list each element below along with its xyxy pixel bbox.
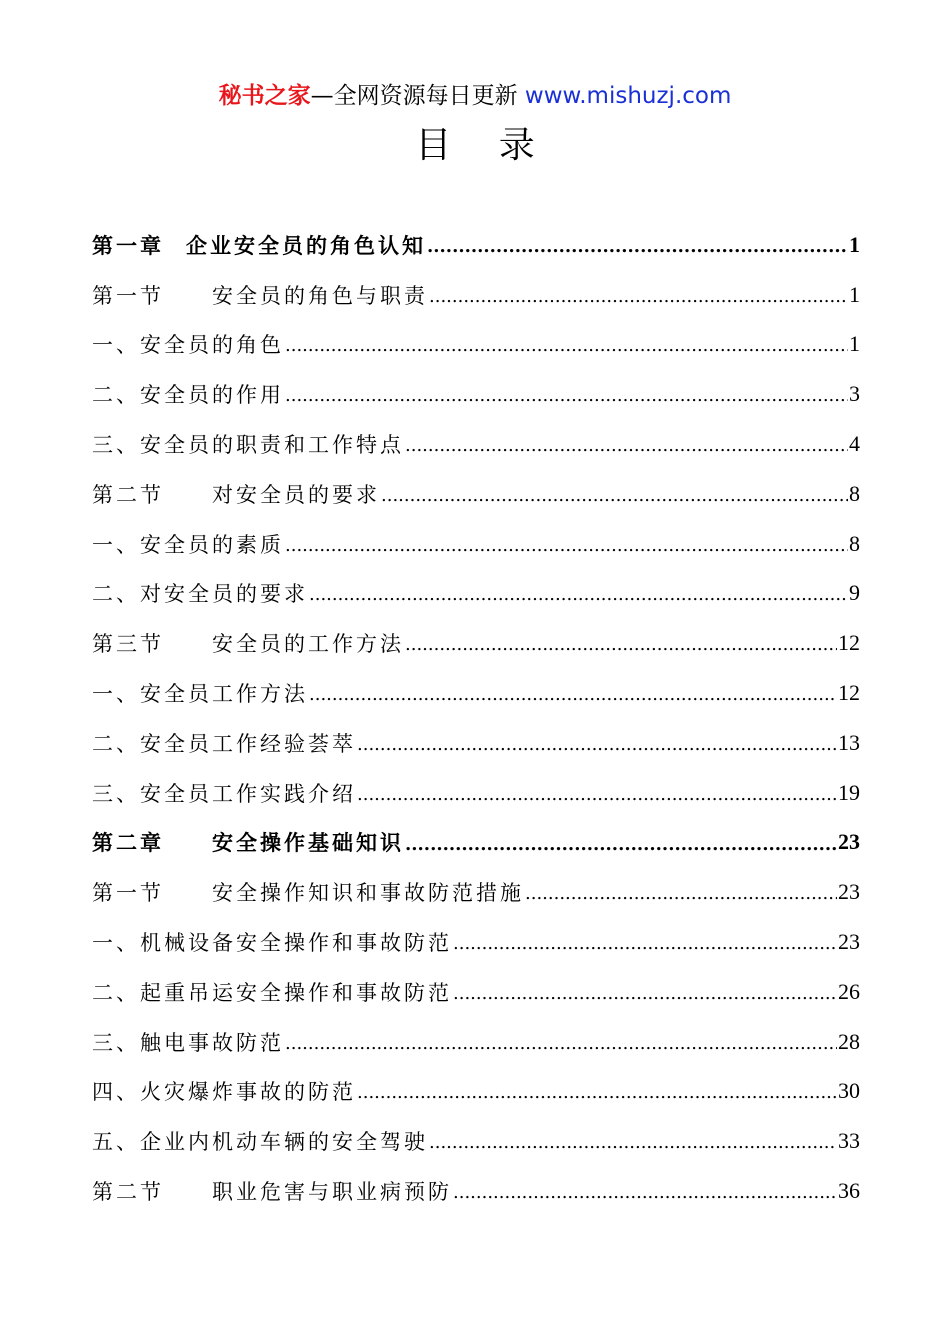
toc-entry[interactable] xyxy=(92,867,860,917)
toc-entry[interactable] xyxy=(92,320,860,370)
toc-entry-title: 三、安全员的职责和工作特点 xyxy=(92,433,404,458)
toc-entry[interactable] xyxy=(92,618,860,668)
toc-entry-label xyxy=(92,827,404,857)
toc-entry-label xyxy=(92,230,426,260)
toc-entry-title: 安全员的角色与职责 xyxy=(212,283,428,308)
dot-leader xyxy=(405,432,848,456)
toc-entry-label xyxy=(92,778,356,808)
toc-entry-label xyxy=(92,429,404,459)
toc-entry-label xyxy=(92,927,452,957)
toc-entry-page-number: 23 xyxy=(838,929,860,955)
brand-name: 秘书之家 xyxy=(218,83,311,109)
toc-entry-label xyxy=(92,1126,428,1156)
dot-leader xyxy=(357,781,837,805)
dot-leader xyxy=(309,681,837,705)
dot-leader xyxy=(357,731,837,755)
dot-leader xyxy=(453,1179,837,1203)
toc-entry-title: 安全操作知识和事故防范措施 xyxy=(212,881,524,906)
toc-entry-page-number: 23 xyxy=(838,879,860,905)
toc-entry-label xyxy=(92,1076,356,1106)
table-of-contents xyxy=(92,220,860,1216)
toc-entry-number: 第三节 xyxy=(92,632,164,657)
toc-entry[interactable] xyxy=(92,469,860,519)
toc-entry-label xyxy=(92,578,308,608)
toc-entry-page-number: 26 xyxy=(838,978,860,1004)
toc-entry-label xyxy=(92,280,428,310)
toc-entry-number: 第二章 xyxy=(92,830,164,856)
toc-entry[interactable] xyxy=(92,1166,860,1216)
toc-entry-label xyxy=(92,1176,452,1206)
toc-entry-label xyxy=(92,529,284,559)
toc-entry-title: 三、触电事故防范 xyxy=(92,1030,284,1055)
toc-entry[interactable] xyxy=(92,917,860,967)
toc-entry[interactable] xyxy=(92,967,860,1017)
toc-entry-title: 五、企业内机动车辆的安全驾驶 xyxy=(92,1130,428,1155)
header-tagline: —全网资源每日更新 xyxy=(310,83,518,109)
toc-entry-number: 第一节 xyxy=(92,283,164,308)
toc-entry-page-number: 1 xyxy=(849,281,860,307)
toc-entry-page-number: 13 xyxy=(838,729,860,755)
toc-entry[interactable] xyxy=(92,270,860,320)
toc-entry-label xyxy=(92,678,308,708)
dot-leader xyxy=(453,930,837,954)
toc-entry-title: 二、安全员工作经验荟萃 xyxy=(92,731,356,756)
toc-entry-title: 二、安全员的作用 xyxy=(92,383,284,408)
dot-leader xyxy=(285,1030,837,1054)
toc-entry-number: 第一章 xyxy=(92,232,164,258)
toc-entry[interactable] xyxy=(92,718,860,768)
site-header xyxy=(0,80,950,112)
toc-entry-page-number: 8 xyxy=(849,530,860,556)
toc-entry-label xyxy=(92,479,380,509)
toc-entry-page-number: 30 xyxy=(838,1078,860,1104)
dot-leader xyxy=(405,631,837,655)
toc-entry-title: 二、对安全员的要求 xyxy=(92,582,308,607)
toc-entry[interactable] xyxy=(92,419,860,469)
page-title: 目 录 xyxy=(415,125,553,166)
toc-entry-label xyxy=(92,329,284,359)
dot-leader xyxy=(381,482,848,506)
toc-entry-page-number: 28 xyxy=(838,1028,860,1054)
toc-entry-page-number: 23 xyxy=(838,829,860,855)
toc-entry[interactable] xyxy=(92,1067,860,1117)
dot-leader xyxy=(285,532,848,556)
toc-entry-title: 一、安全员的素质 xyxy=(92,532,284,557)
dot-leader xyxy=(427,232,848,257)
toc-entry-label xyxy=(92,1027,284,1057)
toc-entry-title: 四、火灾爆炸事故的防范 xyxy=(92,1080,356,1105)
toc-entry-page-number: 1 xyxy=(849,231,860,257)
toc-entry-title: 职业危害与职业病预防 xyxy=(212,1180,452,1205)
toc-entry[interactable] xyxy=(92,1017,860,1067)
toc-entry-label xyxy=(92,379,284,409)
toc-entry-page-number: 33 xyxy=(838,1128,860,1154)
toc-entry-label xyxy=(92,628,404,658)
toc-entry-chapter-1[interactable] xyxy=(92,220,860,270)
toc-entry[interactable] xyxy=(92,569,860,619)
dot-leader xyxy=(285,382,848,406)
dot-leader xyxy=(357,1079,837,1103)
toc-entry[interactable] xyxy=(92,768,860,818)
toc-entry-page-number: 4 xyxy=(849,431,860,457)
toc-entry-number: 第二节 xyxy=(92,1180,164,1205)
toc-entry-label xyxy=(92,977,452,1007)
toc-entry-page-number: 9 xyxy=(849,580,860,606)
toc-entry-title: 一、安全员工作方法 xyxy=(92,682,308,707)
toc-entry[interactable] xyxy=(92,369,860,419)
dot-leader xyxy=(285,332,848,356)
toc-entry-chapter-2[interactable] xyxy=(92,818,860,868)
dot-leader xyxy=(453,980,837,1004)
dot-leader xyxy=(405,830,837,855)
toc-entry-label xyxy=(92,877,524,907)
toc-entry-page-number: 19 xyxy=(838,779,860,805)
toc-entry-number: 第二节 xyxy=(92,482,164,507)
toc-entry[interactable] xyxy=(92,668,860,718)
toc-entry-title: 一、机械设备安全操作和事故防范 xyxy=(92,931,452,956)
dot-leader xyxy=(429,283,848,307)
toc-entry-page-number: 12 xyxy=(838,680,860,706)
toc-entry-label xyxy=(92,728,356,758)
toc-entry-title: 对安全员的要求 xyxy=(212,482,380,507)
toc-entry-page-number: 12 xyxy=(838,630,860,656)
dot-leader xyxy=(525,880,837,904)
toc-entry-title: 一、安全员的角色 xyxy=(92,333,284,358)
toc-entry[interactable] xyxy=(92,519,860,569)
toc-entry-page-number: 8 xyxy=(849,480,860,506)
toc-entry-page-number: 1 xyxy=(849,331,860,357)
toc-entry-title: 三、安全员工作实践介绍 xyxy=(92,781,356,806)
toc-entry-number: 第一节 xyxy=(92,881,164,906)
toc-entry-title: 企业安全员的角色认知 xyxy=(186,232,426,258)
toc-entry-title: 安全员的工作方法 xyxy=(212,632,404,657)
dot-leader xyxy=(309,581,848,605)
toc-entry[interactable] xyxy=(92,1116,860,1166)
site-url-link[interactable]: www.mishuzj.com xyxy=(524,83,732,109)
toc-entry-title: 二、起重吊运安全操作和事故防范 xyxy=(92,980,452,1005)
toc-entry-page-number: 3 xyxy=(849,381,860,407)
toc-entry-page-number: 36 xyxy=(838,1178,860,1204)
toc-entry-title: 安全操作基础知识 xyxy=(212,830,404,856)
dot-leader xyxy=(429,1129,837,1153)
